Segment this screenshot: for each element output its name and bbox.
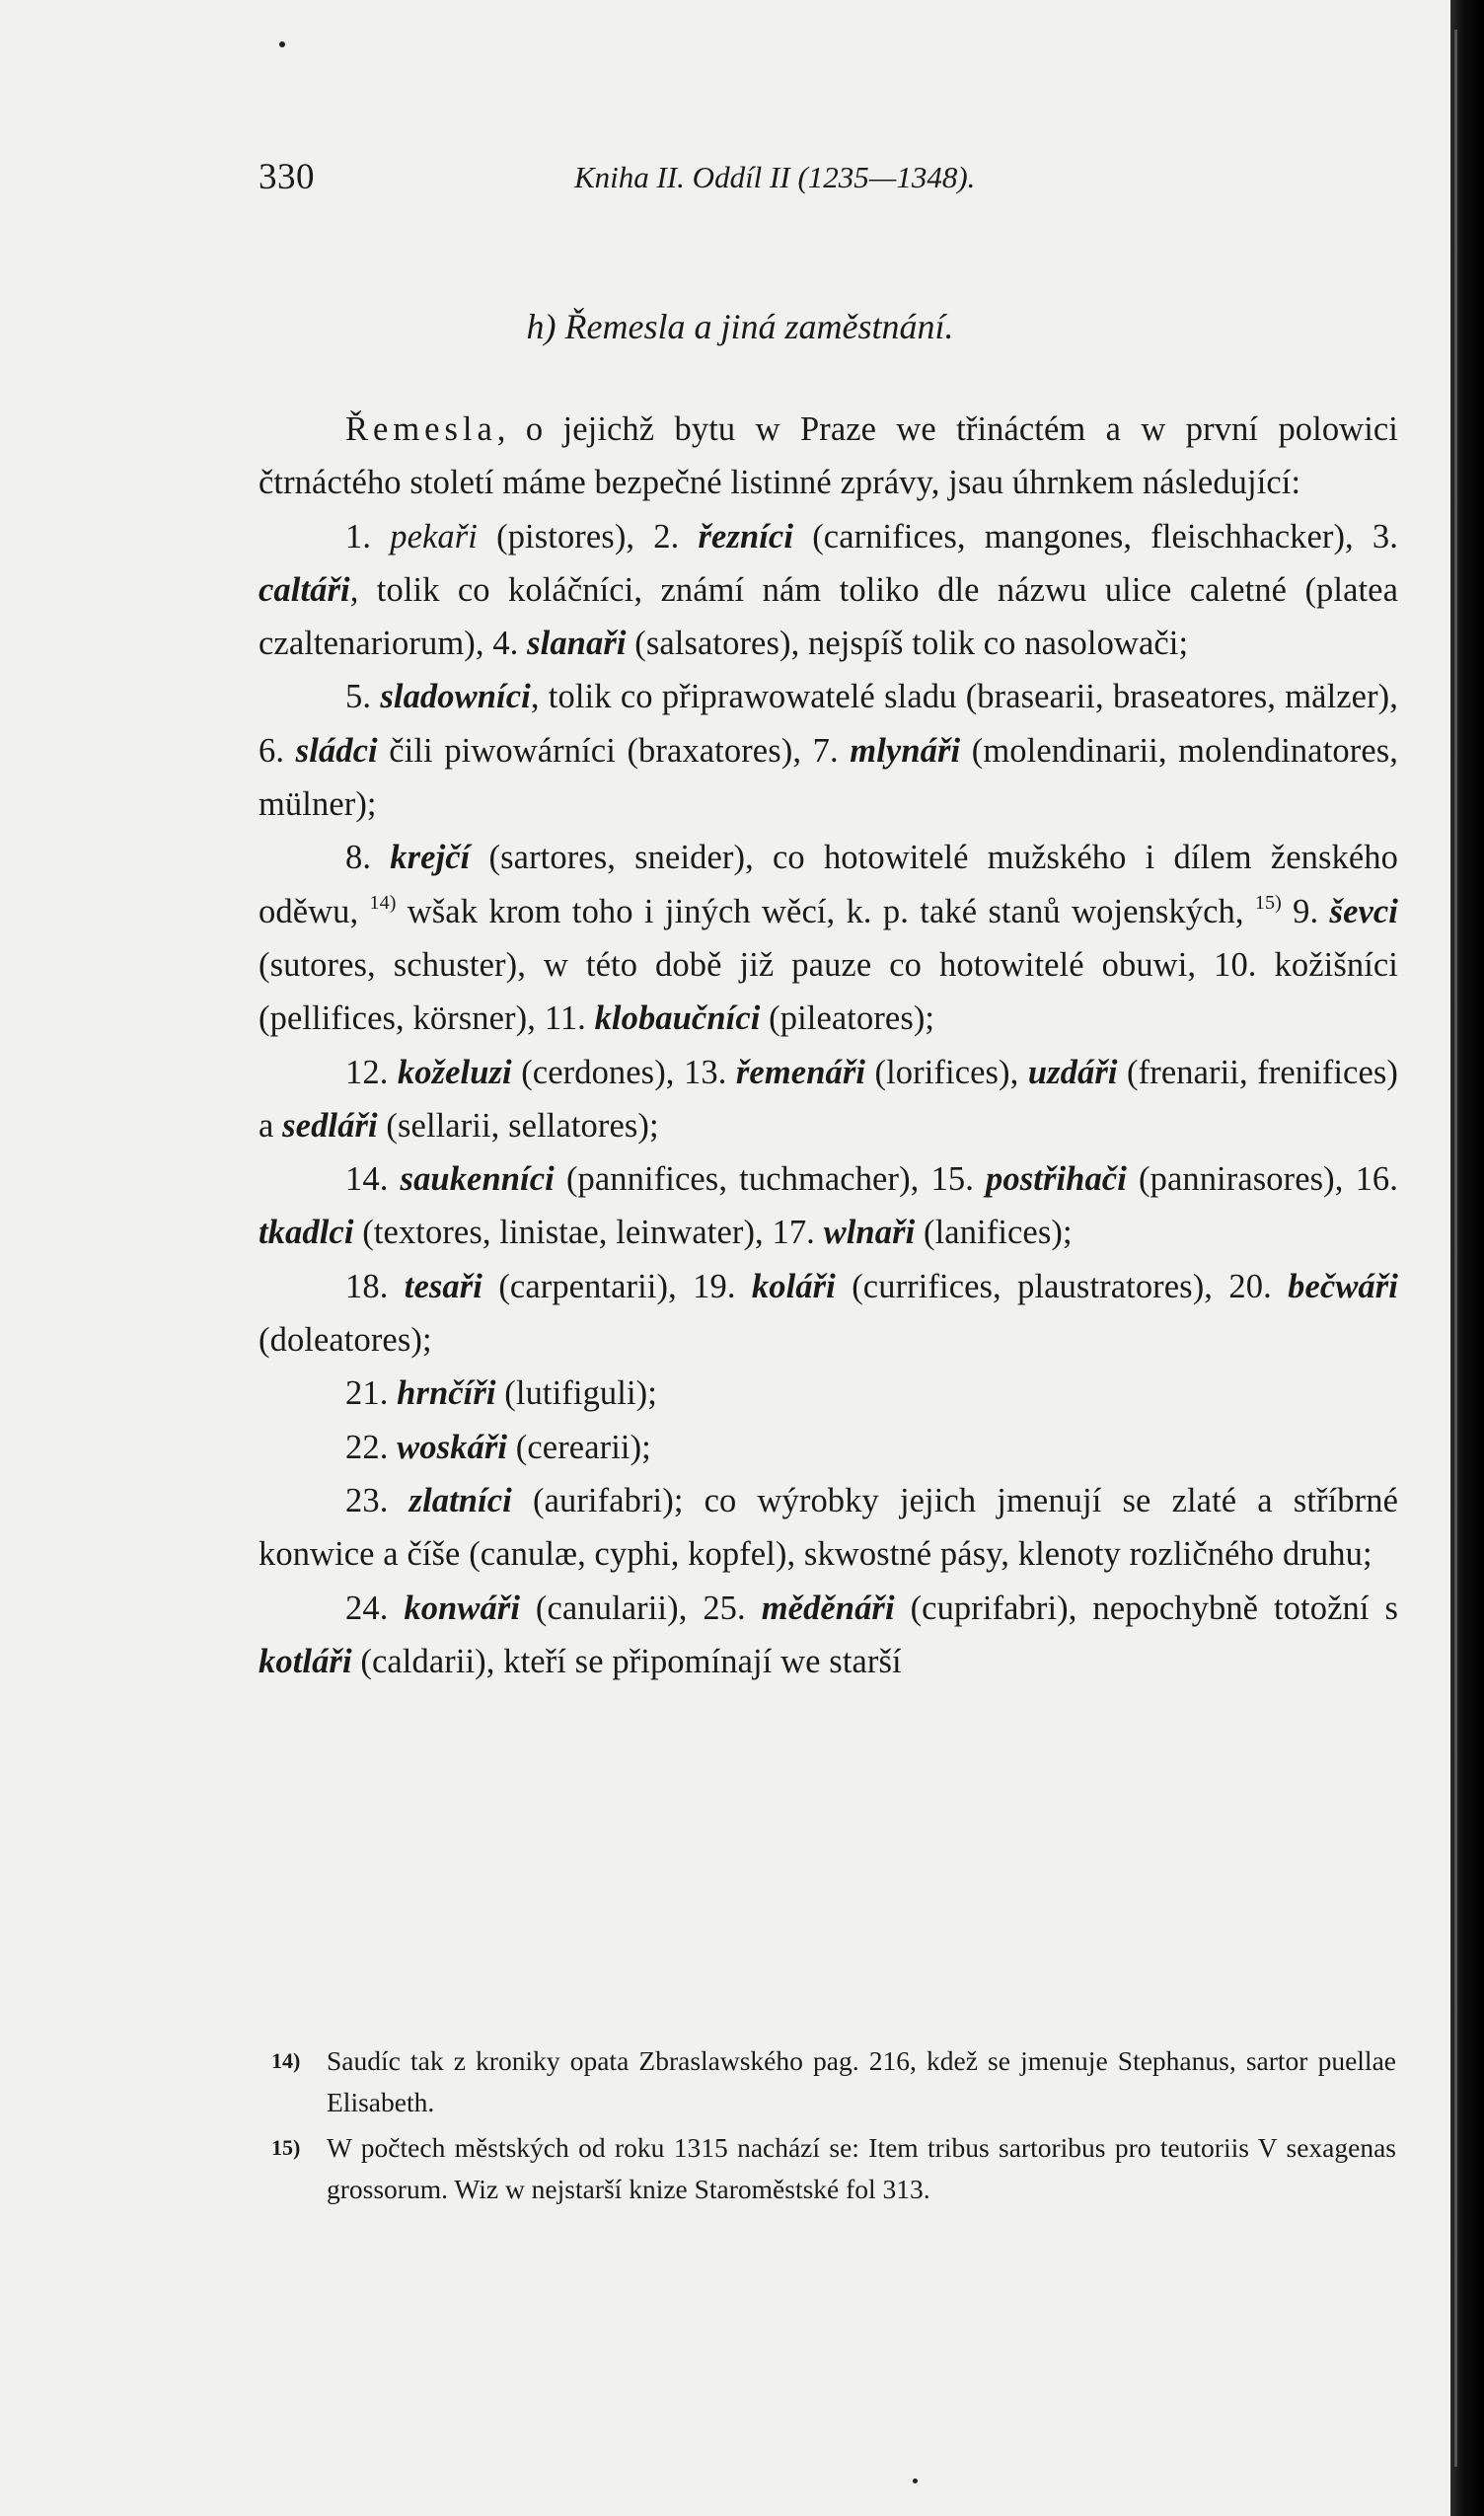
footnote-reference: 14) — [369, 891, 397, 914]
text-run: 5. — [345, 678, 381, 716]
spaced-word: Řemesla — [345, 410, 497, 448]
text-run: (salsatores), nejspíš tolik co nasolowači; — [626, 625, 1189, 663]
footnote — [271, 2127, 1396, 2210]
paragraph — [259, 670, 1398, 831]
scan-edge-line — [1454, 30, 1457, 2467]
paragraph — [259, 1046, 1398, 1153]
text-run: (doleatores); — [259, 1321, 432, 1360]
text-run: (carnifices, mangones, fleischhacker), 3. — [793, 517, 1398, 555]
craft-term: tesaři — [404, 1267, 482, 1305]
craft-term: pekaři — [390, 517, 478, 555]
paragraph — [259, 1421, 1398, 1474]
craft-term: saukenníci — [400, 1160, 555, 1199]
craft-term: sedláři — [282, 1106, 378, 1145]
craft-term: sladowníci — [380, 678, 531, 716]
craft-term: woskáři — [397, 1428, 508, 1466]
craft-term: caltáři — [259, 570, 350, 609]
craft-term: kotláři — [259, 1642, 352, 1680]
paragraph — [259, 1152, 1398, 1260]
paragraph — [259, 1582, 1398, 1689]
craft-term: měděnáři — [761, 1589, 895, 1627]
paragraph — [259, 831, 1398, 1045]
text-run: 12. — [345, 1053, 398, 1091]
footnote-text: Saudíc tak z kroniky opata Zbraslawského pag. 216, kdež se jmenuje Stephanus, sartor puellae Elisabeth. — [327, 2045, 1396, 2117]
text-run: 22. — [345, 1428, 398, 1466]
craft-term: uzdáři — [1027, 1053, 1118, 1091]
paragraph — [259, 1260, 1398, 1368]
text-run: (molendinarii, molendinatores, mülner); — [259, 731, 1398, 824]
text-run: (sellarii, sellatores); — [377, 1106, 659, 1145]
text-run: (cerearii); — [507, 1428, 651, 1466]
text-run: (cerdones), 13. — [511, 1053, 736, 1091]
text-run: 23. — [345, 1481, 409, 1519]
scan-speck — [913, 2479, 918, 2483]
craft-term: koláři — [751, 1267, 836, 1305]
text-run: čili piwowárníci (braxatores), 7. — [377, 731, 851, 770]
page-number: 330 — [259, 157, 315, 197]
text-run: wšak krom toho i jiných wěcí, k. p. také stanů wojenských, — [396, 892, 1255, 930]
text-run: 9. — [1281, 892, 1330, 930]
craft-term: koželuzi — [397, 1053, 512, 1091]
footnote-mark: 15) — [271, 2135, 301, 2160]
text-run: , tolik co připrawowatelé sladu (brasearii, braseatores, mälzer), 6. — [259, 678, 1398, 770]
craft-term: wlnaři — [823, 1214, 916, 1252]
text-run: (frenarii, frenifices) a — [259, 1053, 1398, 1145]
running-head — [259, 156, 1403, 205]
paragraph — [259, 1474, 1398, 1582]
text-run: 21. — [345, 1374, 398, 1413]
running-title: Kniha II. Oddíl II (1235—1348). — [574, 160, 976, 194]
text-run: (pannirasores), 16. — [1126, 1160, 1398, 1199]
craft-term: slanaři — [527, 625, 627, 663]
craft-term: konwáři — [404, 1589, 521, 1627]
text-run: , o jejichž bytu w Praze we třináctém a w první polowici čtrnáctého století máme bezpečné listinné zprávy, jsau úhrnkem následující: — [259, 410, 1398, 502]
craft-term: ševci — [1329, 892, 1398, 930]
craft-term: řezníci — [698, 517, 794, 555]
craft-term: zlatníci — [408, 1481, 512, 1519]
paragraph — [259, 403, 1398, 510]
footnote-mark: 14) — [271, 2048, 301, 2073]
footnote — [271, 2040, 1396, 2123]
footnote-reference: 15) — [1254, 891, 1282, 914]
text-run: (textores, linistae, leinwater), 17. — [353, 1214, 824, 1252]
craft-term: klobaučníci — [594, 999, 761, 1038]
section-heading: h) Řemesla a jiná zaměstnání. — [526, 307, 954, 346]
craft-term: řemenáři — [735, 1053, 866, 1091]
footnote-text: W počtech městských od roku 1315 nachází se: Item tribus sartoribus pro teutoriis V sexagenas grossorum. Wiz w nejstarší knize Staroměstské fol 313. — [327, 2132, 1396, 2204]
text-run: (sartores, sneider), co hotowitelé mužského i dílem ženského oděwu, — [259, 839, 1398, 930]
text-run: 1. — [345, 517, 391, 555]
text-run: 18. — [345, 1267, 405, 1305]
text-run: 8. — [345, 839, 391, 877]
text-run: (pistores), 2. — [477, 517, 699, 555]
text-run: , tolik co koláčníci, známí nám toliko dle názwu ulice caletné (platea czaltenariorum), 4. — [259, 570, 1398, 663]
text-run: (cuprifabri), nepochybně totožní s — [894, 1589, 1398, 1627]
paragraph — [259, 1367, 1398, 1420]
text-run: (canularii), 25. — [520, 1589, 762, 1627]
footnotes — [271, 2040, 1396, 2214]
text-run: (lutifiguli); — [495, 1374, 657, 1413]
scan-speck — [279, 41, 285, 47]
text-run: (sutores, schuster), w této době již pauze co hotowitelé obuwi, 10. kožišníci (pellifices, körsner), 11. — [259, 945, 1398, 1038]
craft-term: hrnčíři — [397, 1374, 496, 1413]
text-run: (currifices, plaustratores), 20. — [835, 1267, 1289, 1305]
craft-term: krejčí — [390, 839, 471, 877]
text-run: (caldarii), kteří se připomínají we starší — [351, 1642, 902, 1680]
text-run: (pannifices, tuchmacher), 15. — [554, 1160, 987, 1199]
paragraph — [259, 510, 1398, 671]
craft-term: postřihači — [986, 1160, 1127, 1199]
text-run: (pileatores); — [760, 999, 935, 1038]
text-run: (lanifices); — [915, 1214, 1073, 1252]
text-run: (aurifabri); co wýrobky jejich jmenují se zlaté a stříbrné konwice a číše (canulæ, cyphi, kopfel), skwostné pásy, klenoty rozličného druhu; — [259, 1481, 1398, 1574]
text-run: (carpentarii), 19. — [482, 1267, 752, 1305]
text-run: 14. — [345, 1160, 401, 1199]
craft-term: tkadlci — [259, 1214, 354, 1252]
craft-term: bečwáři — [1288, 1267, 1398, 1305]
text-run: 24. — [345, 1589, 405, 1627]
craft-term: mlynáři — [850, 731, 961, 770]
text-run: (lorifices), — [865, 1053, 1028, 1091]
craft-term: sládci — [295, 731, 378, 770]
body-text — [259, 403, 1398, 1688]
